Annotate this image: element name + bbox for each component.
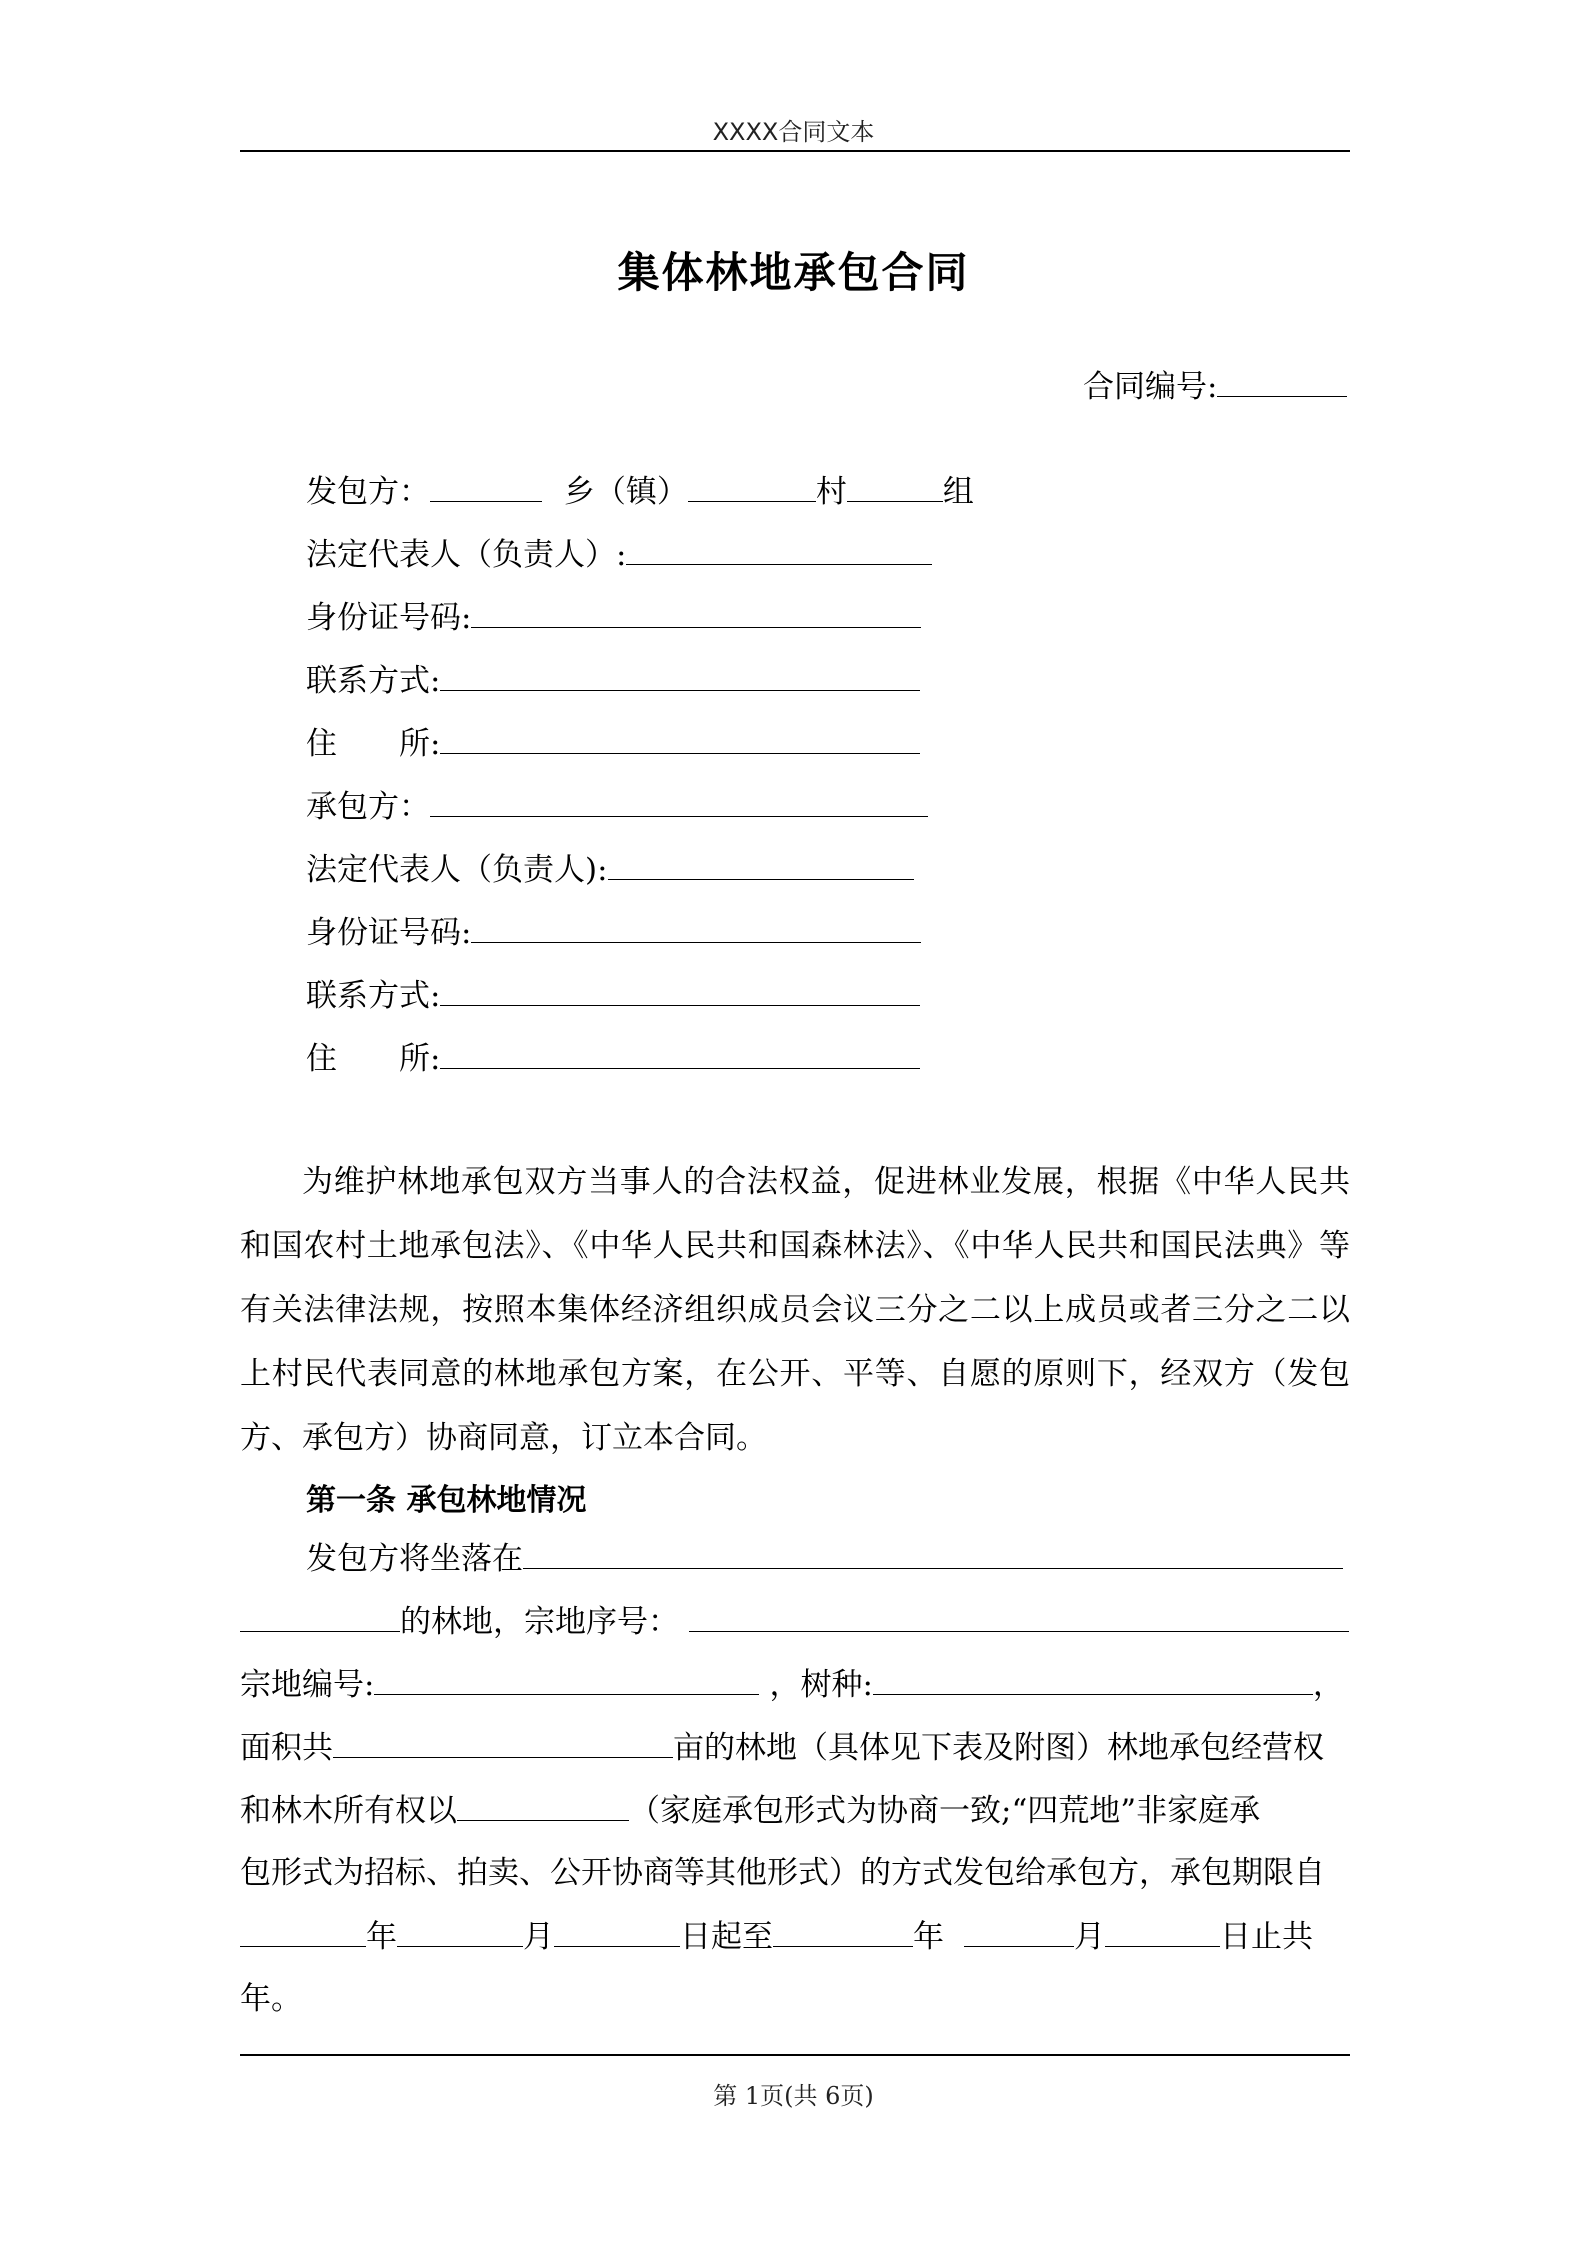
year-label: 年: [913, 1919, 944, 1955]
party-field-blank[interactable]: [471, 912, 921, 943]
party-field-blank[interactable]: [626, 534, 932, 565]
page-header: XXXX合同文本: [712, 118, 875, 146]
until-label: 日起至: [680, 1919, 773, 1955]
contract-number-blank[interactable]: [1217, 366, 1347, 397]
method-line: [240, 1790, 1260, 1831]
method-label: 和林木所有权以: [240, 1793, 457, 1829]
start-year-blank[interactable]: [240, 1916, 366, 1947]
party-field: [306, 597, 921, 638]
party-field-label: 法定代表人（负责人）:: [306, 537, 627, 573]
parcel-seq-label: 的林地，宗地序号：: [400, 1604, 679, 1640]
area-text: 亩的林地（具体见下表及附图）林地承包经营权: [673, 1730, 1324, 1766]
party-a-label: 发包方：: [306, 474, 430, 510]
party-field-blank[interactable]: [440, 660, 920, 691]
party-a-group-blank[interactable]: [847, 471, 943, 502]
location-blank-cont[interactable]: [240, 1601, 400, 1632]
start-month-blank[interactable]: [397, 1916, 523, 1947]
end-year-blank[interactable]: [773, 1916, 913, 1947]
party-field-label: 联系方式:: [306, 978, 441, 1014]
party-field: [306, 912, 921, 953]
party-field: [306, 534, 932, 575]
party-field: [306, 786, 928, 827]
month-label: 月: [1074, 1919, 1105, 1955]
year-label: 年: [366, 1919, 397, 1955]
party-field-blank[interactable]: [440, 1038, 920, 1069]
intro-paragraph: 为维护林地承包双方当事人的合法权益，促进林业发展，根据《中华人民共和国农村土地承包法》、《中华人民共和国森林法》、《中华人民共和国民法典》等有关法律法规，按照本集体经济组织成员会议三分之二以上成员或者三分之二以上村民代表同意的林地承包方案，在公开、平等、自愿的原则下，经双方（发包方、承包方）协商同意，订立本合同。: [240, 1164, 1350, 1456]
party-field: [306, 1038, 920, 1079]
party-field-label: 法定代表人（负责人):: [306, 852, 608, 888]
end-day-blank[interactable]: [1105, 1916, 1220, 1947]
tree-species-label: ，树种:: [769, 1667, 873, 1703]
term-dates-line: [240, 1916, 1313, 1957]
party-field: [306, 723, 920, 764]
party-field-blank[interactable]: [440, 723, 920, 754]
party-field: [306, 975, 920, 1016]
term-intro-line: 包形式为招标、拍卖、公开协商等其他形式）的方式发包给承包方，承包期限自: [240, 1855, 1325, 1891]
area-blank[interactable]: [333, 1727, 673, 1758]
footer-rule: [240, 2054, 1350, 2056]
location-line: [306, 1538, 1343, 1579]
group-label: 组: [942, 474, 974, 510]
contract-number: [1083, 366, 1347, 407]
parcel-no-blank[interactable]: [374, 1664, 759, 1695]
area-label: 面积共: [240, 1730, 333, 1766]
location-blank[interactable]: [523, 1538, 1343, 1569]
party-a-village-blank[interactable]: [688, 471, 816, 502]
document-title: 集体林地承包合同: [617, 248, 970, 297]
township-label: 乡（镇）: [563, 474, 688, 510]
start-day-blank[interactable]: [554, 1916, 680, 1947]
area-line: [240, 1727, 1324, 1768]
party-field-label: 联系方式:: [306, 663, 441, 699]
party-a-row: [306, 471, 974, 512]
header-rule: [240, 150, 1350, 152]
term-end-line: 年。: [240, 1981, 302, 2017]
method-text: （家庭承包形式为协商一致;“四荒地”非家庭承: [629, 1793, 1261, 1829]
location-label: 发包方将坐落在: [306, 1541, 523, 1577]
party-field-blank[interactable]: [440, 975, 920, 1006]
party-field-blank[interactable]: [471, 597, 921, 628]
parcel-no-label: 宗地编号:: [240, 1667, 375, 1703]
party-field-label: 身份证号码:: [306, 915, 472, 951]
page-footer: 第 1页(共 6页): [713, 2082, 874, 2110]
party-field-label: 住 所:: [306, 726, 441, 762]
contract-number-label: 合同编号:: [1083, 369, 1218, 405]
party-field-label: 身份证号码:: [306, 600, 472, 636]
party-field-label: 承包方：: [306, 789, 430, 825]
tree-species-blank[interactable]: [873, 1664, 1313, 1695]
party-a-township-blank[interactable]: [430, 471, 542, 502]
party-field-label: 住 所:: [306, 1041, 441, 1077]
month-label: 月: [523, 1919, 554, 1955]
end-month-blank[interactable]: [964, 1916, 1074, 1947]
parcel-no-line: [240, 1664, 1344, 1705]
method-blank[interactable]: [457, 1790, 629, 1821]
article-1-heading: 第一条 承包林地情况: [306, 1483, 587, 1518]
parcel-seq-line: [240, 1601, 1349, 1642]
parcel-seq-blank[interactable]: [689, 1601, 1349, 1632]
comma: ，: [1312, 1667, 1344, 1703]
party-field: [306, 849, 914, 890]
village-label: 村: [815, 474, 847, 510]
party-field: [306, 660, 920, 701]
party-field-blank[interactable]: [608, 849, 914, 880]
total-label: 日止共: [1220, 1919, 1313, 1955]
party-field-blank[interactable]: [430, 786, 928, 817]
